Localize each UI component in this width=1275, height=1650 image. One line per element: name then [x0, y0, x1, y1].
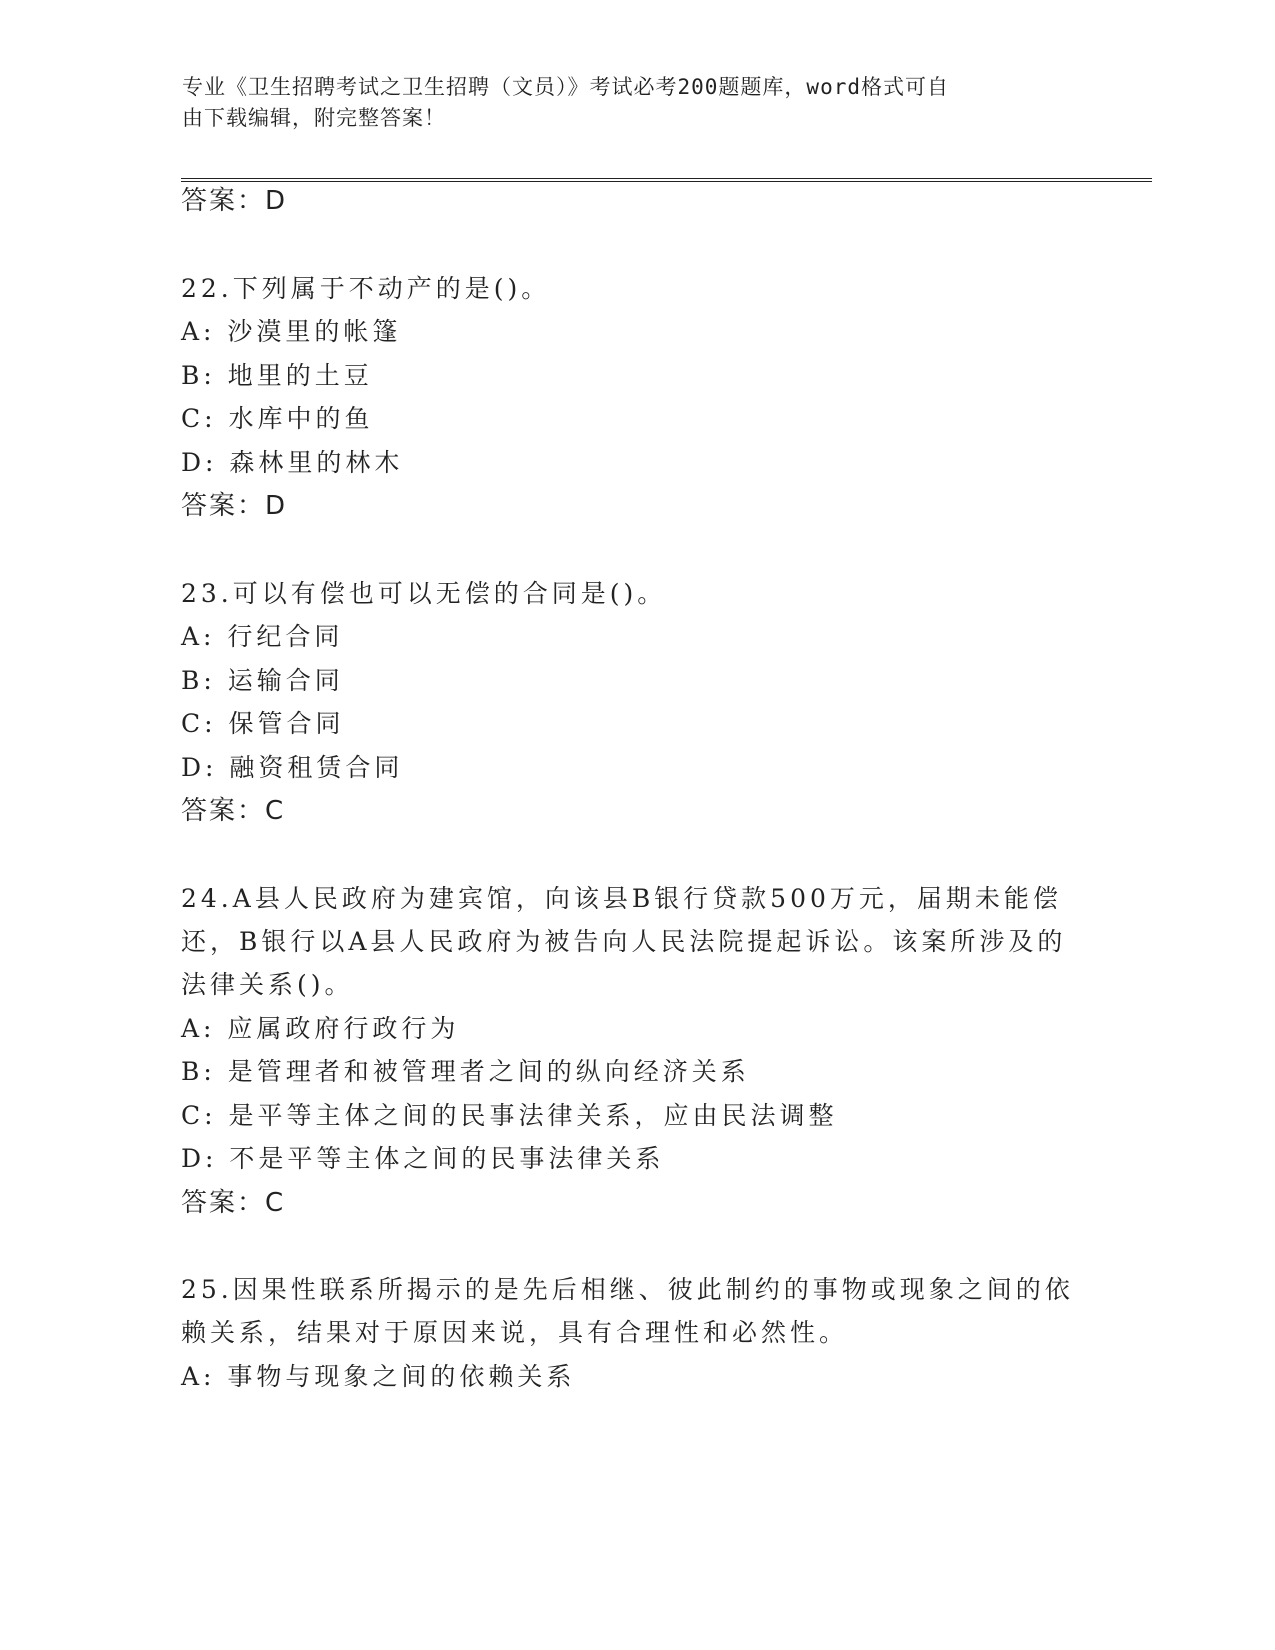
q24-option-d: D: 不是平等主体之间的民事法律关系 [181, 1144, 665, 1173]
header-line-1: 专业《卫生招聘考试之卫生招聘（文员）》考试必考200题题库，word格式可自 [182, 75, 949, 99]
q22-option-b: B: 地里的土豆 [181, 361, 373, 390]
document-header [182, 72, 1042, 134]
question-22: 22.下列属于不动产的是()。 [181, 274, 551, 303]
q23-option-b: B: 运输合同 [181, 666, 344, 695]
q23-option-c: C: 保管合同 [181, 709, 345, 738]
q23-option-a: A: 行纪合同 [181, 622, 344, 651]
answer-previous: 答案：D [181, 186, 288, 216]
q24-option-a: A: 应属政府行政行为 [181, 1014, 460, 1043]
header-divider-top [181, 178, 1152, 179]
q23-answer: 答案：C [181, 796, 286, 826]
q24-option-b: B: 是管理者和被管理者之间的纵向经济关系 [181, 1057, 750, 1086]
question-25-line-2: 赖关系，结果对于原因来说，具有合理性和必然性。 [181, 1318, 849, 1347]
q22-option-d: D: 森林里的林木 [181, 448, 404, 477]
q24-option-c: C: 是平等主体之间的民事法律关系，应由民法调整 [181, 1101, 838, 1130]
question-24-line-1: 24.A县人民政府为建宾馆，向该县B银行贷款500万元，届期未能偿 [181, 884, 1062, 913]
question-25-line-1: 25.因果性联系所揭示的是先后相继、彼此制约的事物或现象之间的依 [181, 1275, 1074, 1304]
question-24-line-3: 法律关系()。 [181, 970, 354, 999]
q22-answer: 答案：D [181, 491, 288, 521]
q23-option-d: D: 融资租赁合同 [181, 753, 404, 782]
question-24-line-2: 还，B银行以A县人民政府为被告向人民法院提起诉讼。该案所涉及的 [181, 927, 1067, 956]
q22-option-a: A: 沙漠里的帐篷 [181, 317, 402, 346]
header-line-2: 由下载编辑，附完整答案！ [182, 106, 446, 130]
q22-option-c: C: 水库中的鱼 [181, 404, 374, 433]
header-divider-bottom [181, 181, 1152, 182]
q24-answer: 答案：C [181, 1188, 286, 1218]
question-23: 23.可以有偿也可以无偿的合同是()。 [181, 579, 667, 608]
q25-option-a: A: 事物与现象之间的依赖关系 [181, 1362, 576, 1391]
